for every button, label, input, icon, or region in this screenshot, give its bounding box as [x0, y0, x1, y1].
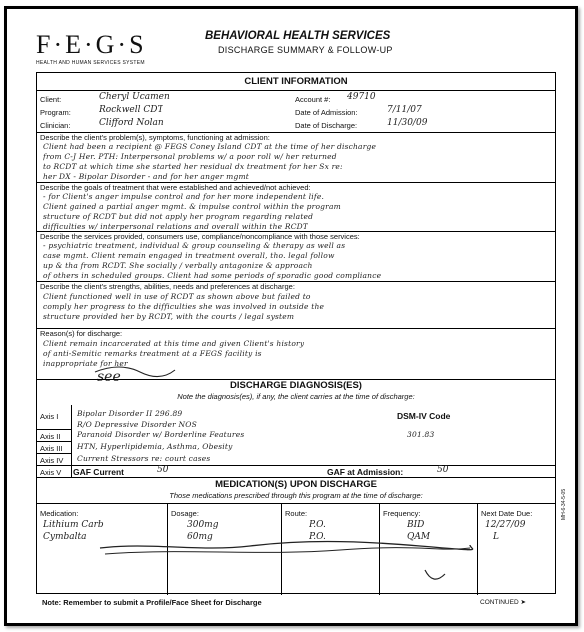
gaf-current-value: 50	[157, 465, 169, 475]
reasons-line: Client remain incarcerated at this time and given Client's history	[43, 339, 305, 348]
med-next-due: L	[493, 532, 499, 542]
axis-1b-value: R/O Depressive Disorder NOS	[77, 420, 197, 429]
arrow-right-icon: ➤	[520, 599, 526, 606]
clinician-label: Clinician:	[40, 121, 71, 130]
client-name-value: Cheryl Ucamen	[99, 92, 170, 102]
col-medication: Medication:	[40, 509, 79, 518]
services-line: up & tha from RCDT. She socially / verbally antagonize & approach	[43, 261, 313, 270]
org-title: BEHAVIORAL HEALTH SERVICES	[205, 30, 391, 42]
goals-line: Client gained a partial anger mgmt. & impulse control within the program	[43, 202, 341, 211]
problems-line: her DX - Bipolar Disorder - and for her anger mgmt	[43, 172, 249, 181]
form-code: MH-6-34-5-05	[561, 488, 567, 520]
goals-line: structure of RCDT but did not apply her program regarding related	[43, 212, 314, 221]
med-frequency: QAM	[407, 532, 431, 542]
services-line: of others in scheduled groups. Client had some periods of sporadic good compliance	[43, 271, 382, 280]
axis-5-label: Axis V	[40, 468, 62, 477]
med-dosage: 300mg	[187, 520, 219, 530]
axis-4-value: Current Stressors re: court cases	[77, 454, 211, 463]
client-info-heading: CLIENT INFORMATION	[244, 76, 348, 87]
client-label: Client:	[40, 95, 62, 104]
axis-3-value: HTN, Hyperlipidemia, Asthma, Obesity	[77, 442, 233, 451]
continued-label: CONTINUED ➤	[480, 599, 526, 606]
col-next-due: Next Date Due:	[481, 509, 533, 518]
services-prompt: Describe the services provided, consumers use, compliance/noncompliance with those services:	[40, 232, 360, 241]
problems-prompt: Describe the client's problem(s), symptoms, functioning at admission:	[40, 133, 270, 142]
strengths-line: Client functioned well in use of RCDT as shown above but failed to	[43, 292, 311, 301]
see-annotation: see	[97, 369, 121, 385]
account-label: Account #:	[295, 95, 331, 104]
problems-line: from C-J Her. PTH: Interpersonal problems w/ a poor roll w/ her returned	[43, 152, 337, 161]
strengths-line: comply her progress to the difficulties she was involved in outside the	[43, 302, 325, 311]
med-name: Lithium Carb	[43, 520, 104, 530]
program-value: Rockwell CDT	[99, 105, 164, 115]
diagnosis-note: Note the diagnosis(es), if any, the client carries at the time of discharge:	[177, 392, 415, 401]
dsm-code-label: DSM-IV Code	[397, 411, 451, 421]
med-name: Cymbalta	[43, 532, 87, 542]
fegs-logo: F·E·G·S	[36, 30, 147, 59]
axis-1-value: Bipolar Disorder II 296.89	[77, 409, 183, 418]
med-route: P.O.	[309, 520, 326, 530]
clinician-value: Clifford Nolan	[99, 118, 164, 128]
admission-label: Date of Admission:	[295, 108, 358, 117]
account-value: 49710	[347, 92, 376, 102]
med-route: P.O.	[309, 532, 326, 542]
services-line: - psychiatric treatment, individual & group counseling & therapy as well as	[43, 241, 346, 250]
axis-1-label: Axis I	[40, 412, 59, 421]
axis-2-code: 301.83	[407, 430, 435, 439]
col-route: Route:	[285, 509, 308, 518]
problems-line: to RCDT at which time she started her residual dx treatment for her Sx re:	[43, 162, 343, 171]
discharge-value: 11/30/09	[387, 118, 428, 128]
admission-value: 7/11/07	[387, 105, 422, 115]
strengths-prompt: Describe the client's strengths, abilities, needs and preferences at discharge:	[40, 282, 295, 291]
gaf-admission-label: GAF at Admission:	[327, 467, 404, 477]
gaf-current-label: GAF Current	[73, 467, 124, 477]
goals-line: difficulties w/ interpersonal relations and overall within the RCDT	[43, 222, 309, 231]
reasons-prompt: Reason(s) for discharge:	[40, 329, 123, 338]
axis-3-label: Axis III	[40, 444, 63, 453]
logo-subtitle: HEALTH AND HUMAN SERVICES SYSTEM	[36, 60, 145, 66]
services-line: case mgmt. Client remain engaged in treatment overall, tho. legal follow	[43, 251, 335, 260]
medications-heading: MEDICATION(S) UPON DISCHARGE	[215, 479, 377, 490]
axis-2-label: Axis II	[40, 432, 61, 441]
reasons-line: of anti-Semitic remarks treatment at a FEGS facility is	[43, 349, 262, 358]
med-next-due: 12/27/09	[485, 520, 526, 530]
med-dosage: 60mg	[187, 532, 213, 542]
goals-prompt: Describe the goals of treatment that were established and achieved/not achieved:	[40, 183, 311, 192]
med-frequency: BID	[407, 520, 425, 530]
reasons-line: inappropriate for her	[43, 359, 128, 368]
diagnosis-heading: DISCHARGE DIAGNOSIS(ES)	[230, 380, 362, 391]
medications-note: Those medications prescribed through this program at the time of discharge:	[169, 491, 423, 500]
footer-note: Note: Remember to submit a Profile/Face Sheet for Discharge	[42, 598, 262, 607]
col-frequency: Frequency:	[383, 509, 421, 518]
program-label: Program:	[40, 108, 71, 117]
col-dosage: Dosage:	[171, 509, 199, 518]
axis-2-value: Paranoid Disorder w/ Borderline Features	[77, 430, 245, 439]
goals-line: - for Client's anger impulse control and for her more independent life.	[43, 192, 325, 201]
axis-4-label: Axis IV	[40, 456, 64, 465]
discharge-label: Date of Discharge:	[295, 121, 358, 130]
strengths-line: structure provided her by RCDT, with the courts / legal system	[43, 312, 295, 321]
document-title: DISCHARGE SUMMARY & FOLLOW-UP	[218, 45, 393, 55]
gaf-admission-value: 50	[437, 465, 449, 475]
problems-line: Client had been a recipient @ FEGS Coney Island CDT at the time of her discharge	[43, 142, 377, 151]
